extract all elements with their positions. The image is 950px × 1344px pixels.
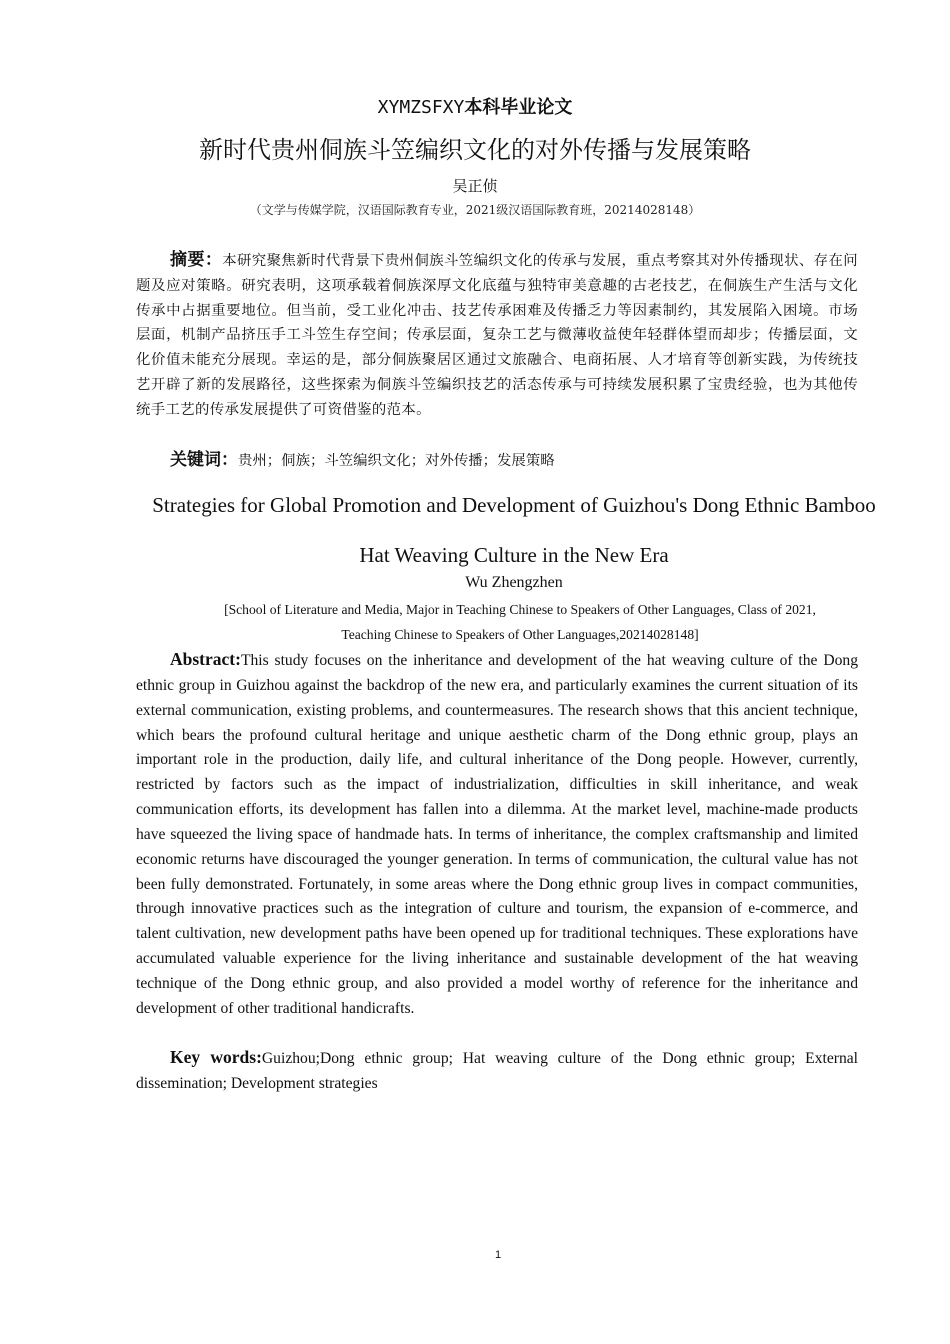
english-author: Wu Zhengzhen xyxy=(465,574,563,591)
header-code: XYMZSFXY xyxy=(377,97,465,118)
english-keywords-text: Guizhou;Dong ethnic group; Hat weaving culture of the Dong ethnic group; External dissemination; Development strategies xyxy=(136,1050,858,1092)
header-label: 本科毕业论文 xyxy=(464,97,573,118)
english-abstract-label: Abstract: xyxy=(170,649,241,669)
chinese-title: 新时代贵州侗族斗笠编织文化的对外传播与发展策略 xyxy=(199,136,751,164)
chinese-abstract-label: 摘要： xyxy=(170,250,223,270)
chinese-keywords xyxy=(170,448,860,473)
chinese-abstract-text: 本研究聚焦新时代背景下贵州侗族斗笠编织文化的传承与发展，重点考察其对外传播现状、存在问题及应对策略。研究表明，这项承载着侗族深厚文化底蕴与独特审美意趣的古老技艺，在侗族生产生活与文化传承中占据重要地位。但当前，受工业化冲击、技艺传承困难及传播乏力等因素制约，其发展陷入困境。市场层面，机制产品挤压手工斗笠生存空间；传承层面，复杂工艺与微薄收益使年轻群体望而却步；传播层面，文化价值未能充分展现。幸运的是，部分侗族聚居区通过文旅融合、电商拓展、人才培育等创新实践，为传统技艺开辟了新的发展路径，这些探索为侗族斗笠编织技艺的活态传承与可持续发展积累了宝贵经验，也为其他传统手工艺的传承发展提供了可资借鉴的范本。 xyxy=(136,253,858,418)
thesis-header xyxy=(0,96,950,120)
chinese-affiliation: （文学与传媒学院，汉语国际教育专业，2021级汉语国际教育班，20214028148） xyxy=(249,203,701,217)
english-title: Strategies for Global Promotion and Development of Guizhou's Dong Ethnic Bamboo Hat Weaving Culture in the New Era xyxy=(152,493,876,567)
english-abstract xyxy=(136,647,858,1022)
chinese-abstract xyxy=(136,248,858,423)
page-number: 1 xyxy=(494,1249,502,1261)
english-keywords-label: Key words: xyxy=(170,1047,262,1067)
english-keywords xyxy=(136,1045,858,1097)
chinese-author: 吴正侦 xyxy=(452,177,498,195)
english-abstract-text: This study focuses on the inheritance and development of the hat weaving culture of the Dong ethnic group in Guizhou against the backdrop of the new era, and particularly examines the current situation of its external communication, existing problems, and countermeasures. The research shows that this ancient technique, which bears the profound cultural heritage and unique aesthetic charm of the Dong ethnic group, plays an important role in the production, daily life, and cultural inheritance of the Dong people. However, currently, restricted by factors such as the impact of industrialization, difficulties in skill inheritance, and weak communication efforts, its development has fallen into a dilemma. At the market level, machine-made products have squeezed the living space of handmade hats. In terms of inheritance, the complex craftsmanship and limited economic returns have discouraged the younger generation. In terms of communication, the cultural value has not been fully demonstrated. Fortunately, in some areas where the Dong ethnic group lives in compact communities, through innovative practices such as the integration of culture and tourism, the expansion of e-commerce, and talent cultivation, new development paths have been opened up for traditional techniques. These explorations have accumulated valuable experience for the living inheritance and sustainable development of the hat weaving technique of the Dong ethnic group, and also provided a model worthy of reference for the inheritance and development of other traditional handicrafts. xyxy=(136,652,858,1017)
chinese-keywords-label: 关键词： xyxy=(170,450,238,470)
chinese-keywords-text: 贵州；侗族；斗笠编织文化；对外传播；发展策略 xyxy=(238,453,555,469)
english-affiliation: [School of Literature and Media, Major in Teaching Chinese to Speakers of Other Languages, Class of 2021, Teaching Chinese to Speakers of Other Languages,20214028148] xyxy=(224,602,816,642)
